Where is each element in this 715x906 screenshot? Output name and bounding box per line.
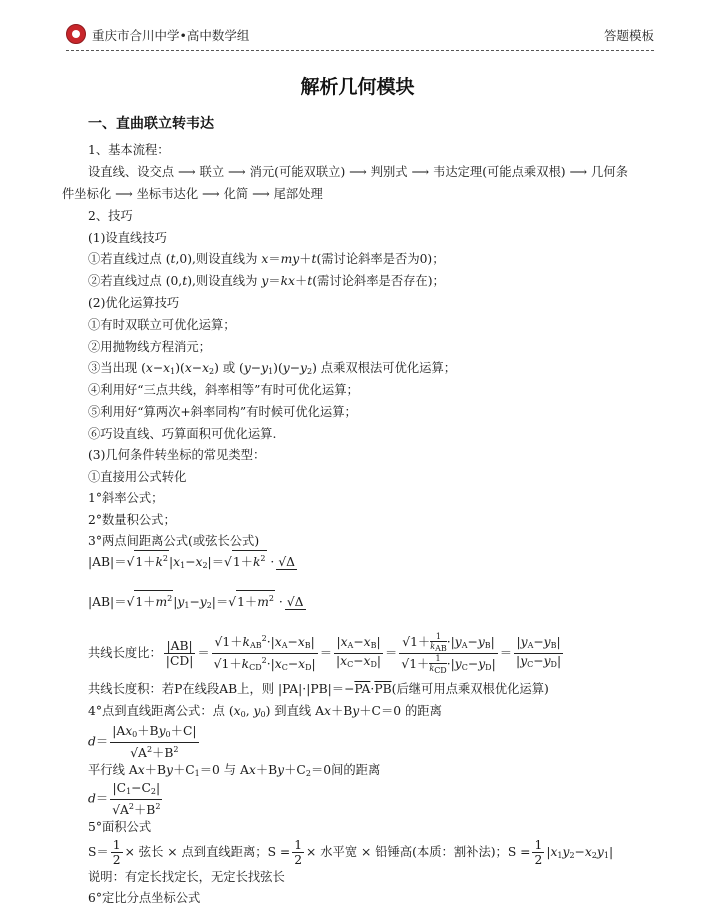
collinear-product-formula: 共线长度积：若P在线段AB上，则 $|PA|\cdot|PB|=-\overline{PA}\cdot\overline{PB}$(后继可用点乘双根优化运算) (88, 682, 549, 696)
point-line-distance-formula: d＝ $\frac{|Ax_0+By_0+C|}{√A^2+B^2}$ (88, 724, 197, 760)
text-line: ⑥巧设直线、巧算面积可优化运算. (88, 427, 277, 441)
text-line: ①直接用公式转化 (88, 470, 187, 484)
text-line: 平行线 $Ax+By+C_1=0$ 与 $Ax+By+C_2=0$间的距离 (88, 763, 381, 778)
chord-length-formula-m: |AB|＝ √ $1+m^2|y_1-y_2|=$ √ $1+m^2$ · √Δ (88, 590, 308, 614)
text-line: 4°点到直线距离公式：点 ($x_0$, $y_0$) 到直线 Ax＋By＋C＝0 的距离 (88, 704, 442, 719)
text-line: ⑤利用好“算两次+斜率同构”有时候可优化运算； (88, 405, 357, 419)
text-line: 设直线、设交点 ⟶ 联立 ⟶ 消元(可能双联立) ⟶ 判别式 ⟶ 韦达定理(可能点乘双根) ⟶ 几何条 (88, 165, 628, 179)
text-line: (3)几何条件转坐标的常见类型： (88, 448, 266, 462)
page-header (66, 22, 654, 48)
text-line: 5°面积公式 (88, 820, 152, 834)
text-line: ①有时双联立可优化运算； (88, 318, 236, 332)
text-line: 6°定比分点坐标公式 (88, 891, 201, 905)
text-line: 2°数量积公式； (88, 513, 176, 527)
template-label: 答题模板 (603, 28, 654, 43)
text-line: ②用抛物线方程消元； (88, 340, 211, 354)
text-line: ③当出现 $(x-x_1)(x-x_2)$ 或 $(y-y_1)(y-y_2)$ 点乘双根法可优化运算； (88, 361, 457, 376)
text-line: 1°斜率公式； (88, 491, 164, 505)
parallel-line-distance-formula: d＝ $\frac{|C_1-C_2|}{√A^2+B^2}$ (88, 781, 161, 817)
text-line: 件坐标化 ⟶ 坐标韦达化 ⟶ 化简 ⟶ 尾部处理 (62, 187, 323, 201)
header-divider (66, 50, 654, 51)
text-line: 1、基本流程： (88, 143, 170, 157)
page-title: 解析几何模块 (300, 76, 415, 98)
text-line: (1)设直线技巧 (88, 231, 167, 245)
text-line: ②若直线过点 (0,t),则设直线为 y＝kx＋t(需讨论斜率是否存在)； (88, 274, 445, 288)
text-line: (2)优化运算技巧 (88, 296, 180, 310)
text-line: ①若直线过点 (t,0),则设直线为 x＝my＋t(需讨论斜率是否为0)； (88, 252, 445, 266)
text-line: ④利用好“三点共线，斜率相等”有时可优化运算； (88, 383, 359, 397)
section-heading: 一、直曲联立转韦达 (88, 116, 214, 132)
text-line: 说明：有定长找定长，无定长找弦长 (88, 870, 285, 884)
area-formula: S＝ $\frac{1}{2}$ × 弦长 × 点到直线距离；S = $\frac{1}{2}$ × 水平宽 × 铅锤高(本质：割补法)；S = $\frac{1}{2}$ $|x_1y_2-x_2y_1|$ (88, 838, 614, 867)
text-line: 2、技巧 (88, 209, 133, 223)
collinear-ratio-formula: 共线长度比： $\frac{|AB|}{|CD|}$ ＝ $\frac{√1+k_{AB}^2\cdot|x_A-x_B|}{√1+k_{CD}^2\cdot|x_C-x_D|}$ ＝ $\frac{|x_A-x_B|}{|x_C-x_D|}$ ＝ √1＋ 1 $k_{AB}$ $\cdot|y_A-y_B|$ √1＋ 1 $k_{CD}$ $\cdot|y_C-y_D|$ ＝ $\frac{|y_A-y_B|}{|y_C-y_D|}$ (88, 632, 562, 675)
school-logo-icon (66, 24, 86, 44)
text-line: 3°两点间距离公式(或弦长公式) (88, 534, 260, 548)
chord-length-formula-k: |AB|＝ √ $1+k^2|x_1-x_2|=$ √ $1+k^2$ · √Δ (88, 550, 299, 574)
school-name: 重庆市合川中学•高中数学组 (92, 28, 250, 43)
